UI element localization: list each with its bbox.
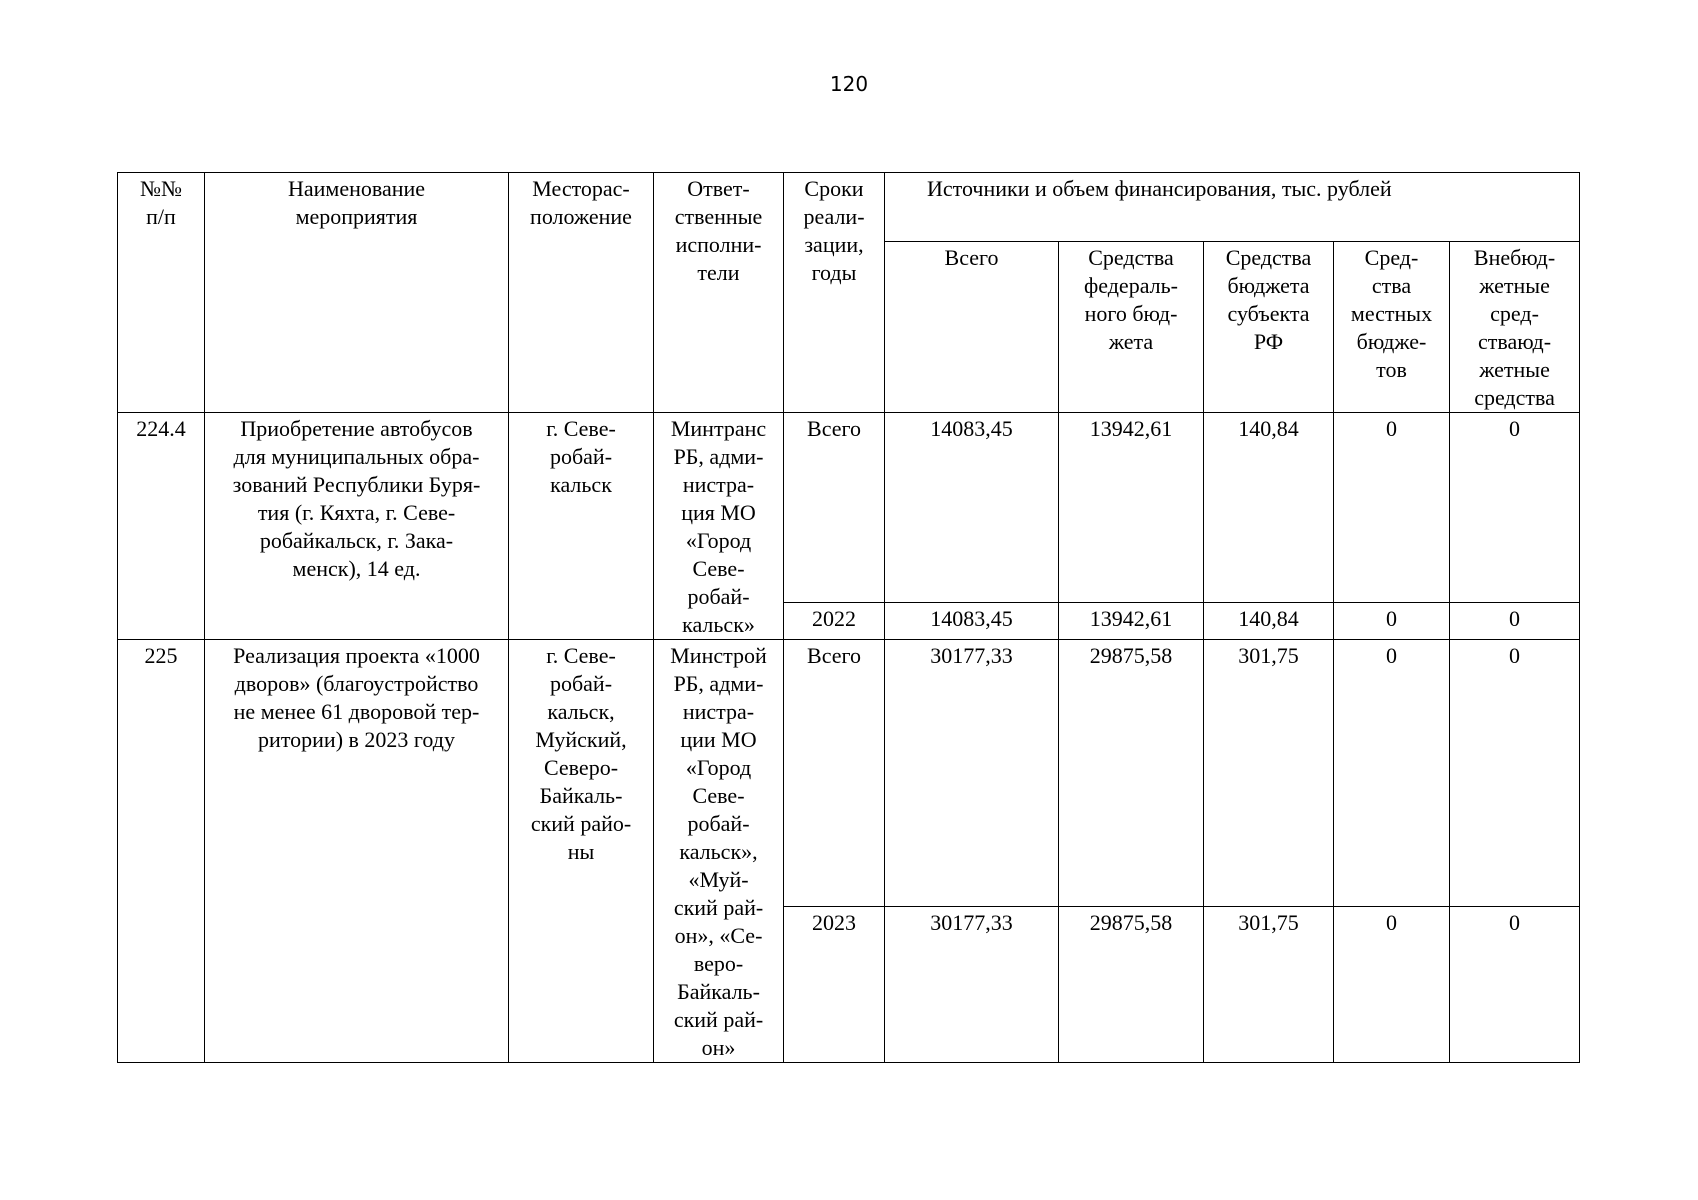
cell-regional: 301,75 xyxy=(1204,906,1334,1062)
cell-period: 2022 xyxy=(784,602,885,639)
header-responsible: Ответ- ственные исполни- тели xyxy=(654,173,784,413)
cell-local: 0 xyxy=(1334,413,1450,603)
header-offbudget: Внебюд- жетные сред- стваюд- жетные средства xyxy=(1450,242,1580,413)
header-federal: Средства федераль- ного бюд- жета xyxy=(1059,242,1204,413)
cell-num: 224.4 xyxy=(118,413,205,640)
cell-federal: 29875,58 xyxy=(1059,906,1204,1062)
cell-name: Реализация проекта «1000 дворов» (благоустройство не менее 61 дворовой тер- ритории) в 2023 году xyxy=(205,640,509,1063)
header-total: Всего xyxy=(885,242,1059,413)
cell-responsible: Минстрой РБ, адми- нистра- ции МО «Город Севе- робай- кальск», «Муй- ский рай- он», «Се- веро- Байкаль- ский рай- он» xyxy=(654,640,784,1063)
header-local: Сред- ства местных бюдже- тов xyxy=(1334,242,1450,413)
cell-federal: 13942,61 xyxy=(1059,413,1204,603)
cell-offbudget: 0 xyxy=(1450,413,1580,603)
table-row xyxy=(118,413,1580,603)
cell-local: 0 xyxy=(1334,640,1450,907)
header-row-1 xyxy=(118,173,1580,242)
table-row xyxy=(118,640,1580,907)
cell-total: 14083,45 xyxy=(885,602,1059,639)
cell-regional: 301,75 xyxy=(1204,640,1334,907)
cell-local: 0 xyxy=(1334,602,1450,639)
cell-regional: 140,84 xyxy=(1204,413,1334,603)
cell-total: 30177,33 xyxy=(885,640,1059,907)
header-name: Наименование мероприятия xyxy=(205,173,509,413)
financing-table xyxy=(117,172,1580,1063)
header-num: №№ п/п xyxy=(118,173,205,413)
page-number: 120 xyxy=(829,72,869,96)
cell-total: 14083,45 xyxy=(885,413,1059,603)
header-period: Сроки реали- зации, годы xyxy=(784,173,885,413)
cell-total: 30177,33 xyxy=(885,906,1059,1062)
cell-period: Всего xyxy=(784,413,885,603)
cell-location: г. Севе- робай- кальск xyxy=(509,413,654,640)
cell-name: Приобретение автобусов для муниципальных обра- зований Республики Буря- тия (г. Кяхта, г. Севе- робайкальск, г. Зака- менск), 14 ед. xyxy=(205,413,509,640)
cell-regional: 140,84 xyxy=(1204,602,1334,639)
cell-location: г. Севе- робай- кальск, Муйский, Северо- Байкаль- ский райо- ны xyxy=(509,640,654,1063)
cell-federal: 29875,58 xyxy=(1059,640,1204,907)
cell-num: 225 xyxy=(118,640,205,1063)
cell-local: 0 xyxy=(1334,906,1450,1062)
cell-period: Всего xyxy=(784,640,885,907)
cell-period: 2023 xyxy=(784,906,885,1062)
cell-federal: 13942,61 xyxy=(1059,602,1204,639)
cell-offbudget: 0 xyxy=(1450,602,1580,639)
header-location: Месторас- положение xyxy=(509,173,654,413)
cell-offbudget: 0 xyxy=(1450,640,1580,907)
cell-offbudget: 0 xyxy=(1450,906,1580,1062)
header-sources: Источники и объем финансирования, тыс. рублей xyxy=(885,173,1580,242)
header-regional: Средства бюджета субъекта РФ xyxy=(1204,242,1334,413)
cell-responsible: Минтранс РБ, адми- нистра- ция МО «Город Севе- робай- кальск» xyxy=(654,413,784,640)
